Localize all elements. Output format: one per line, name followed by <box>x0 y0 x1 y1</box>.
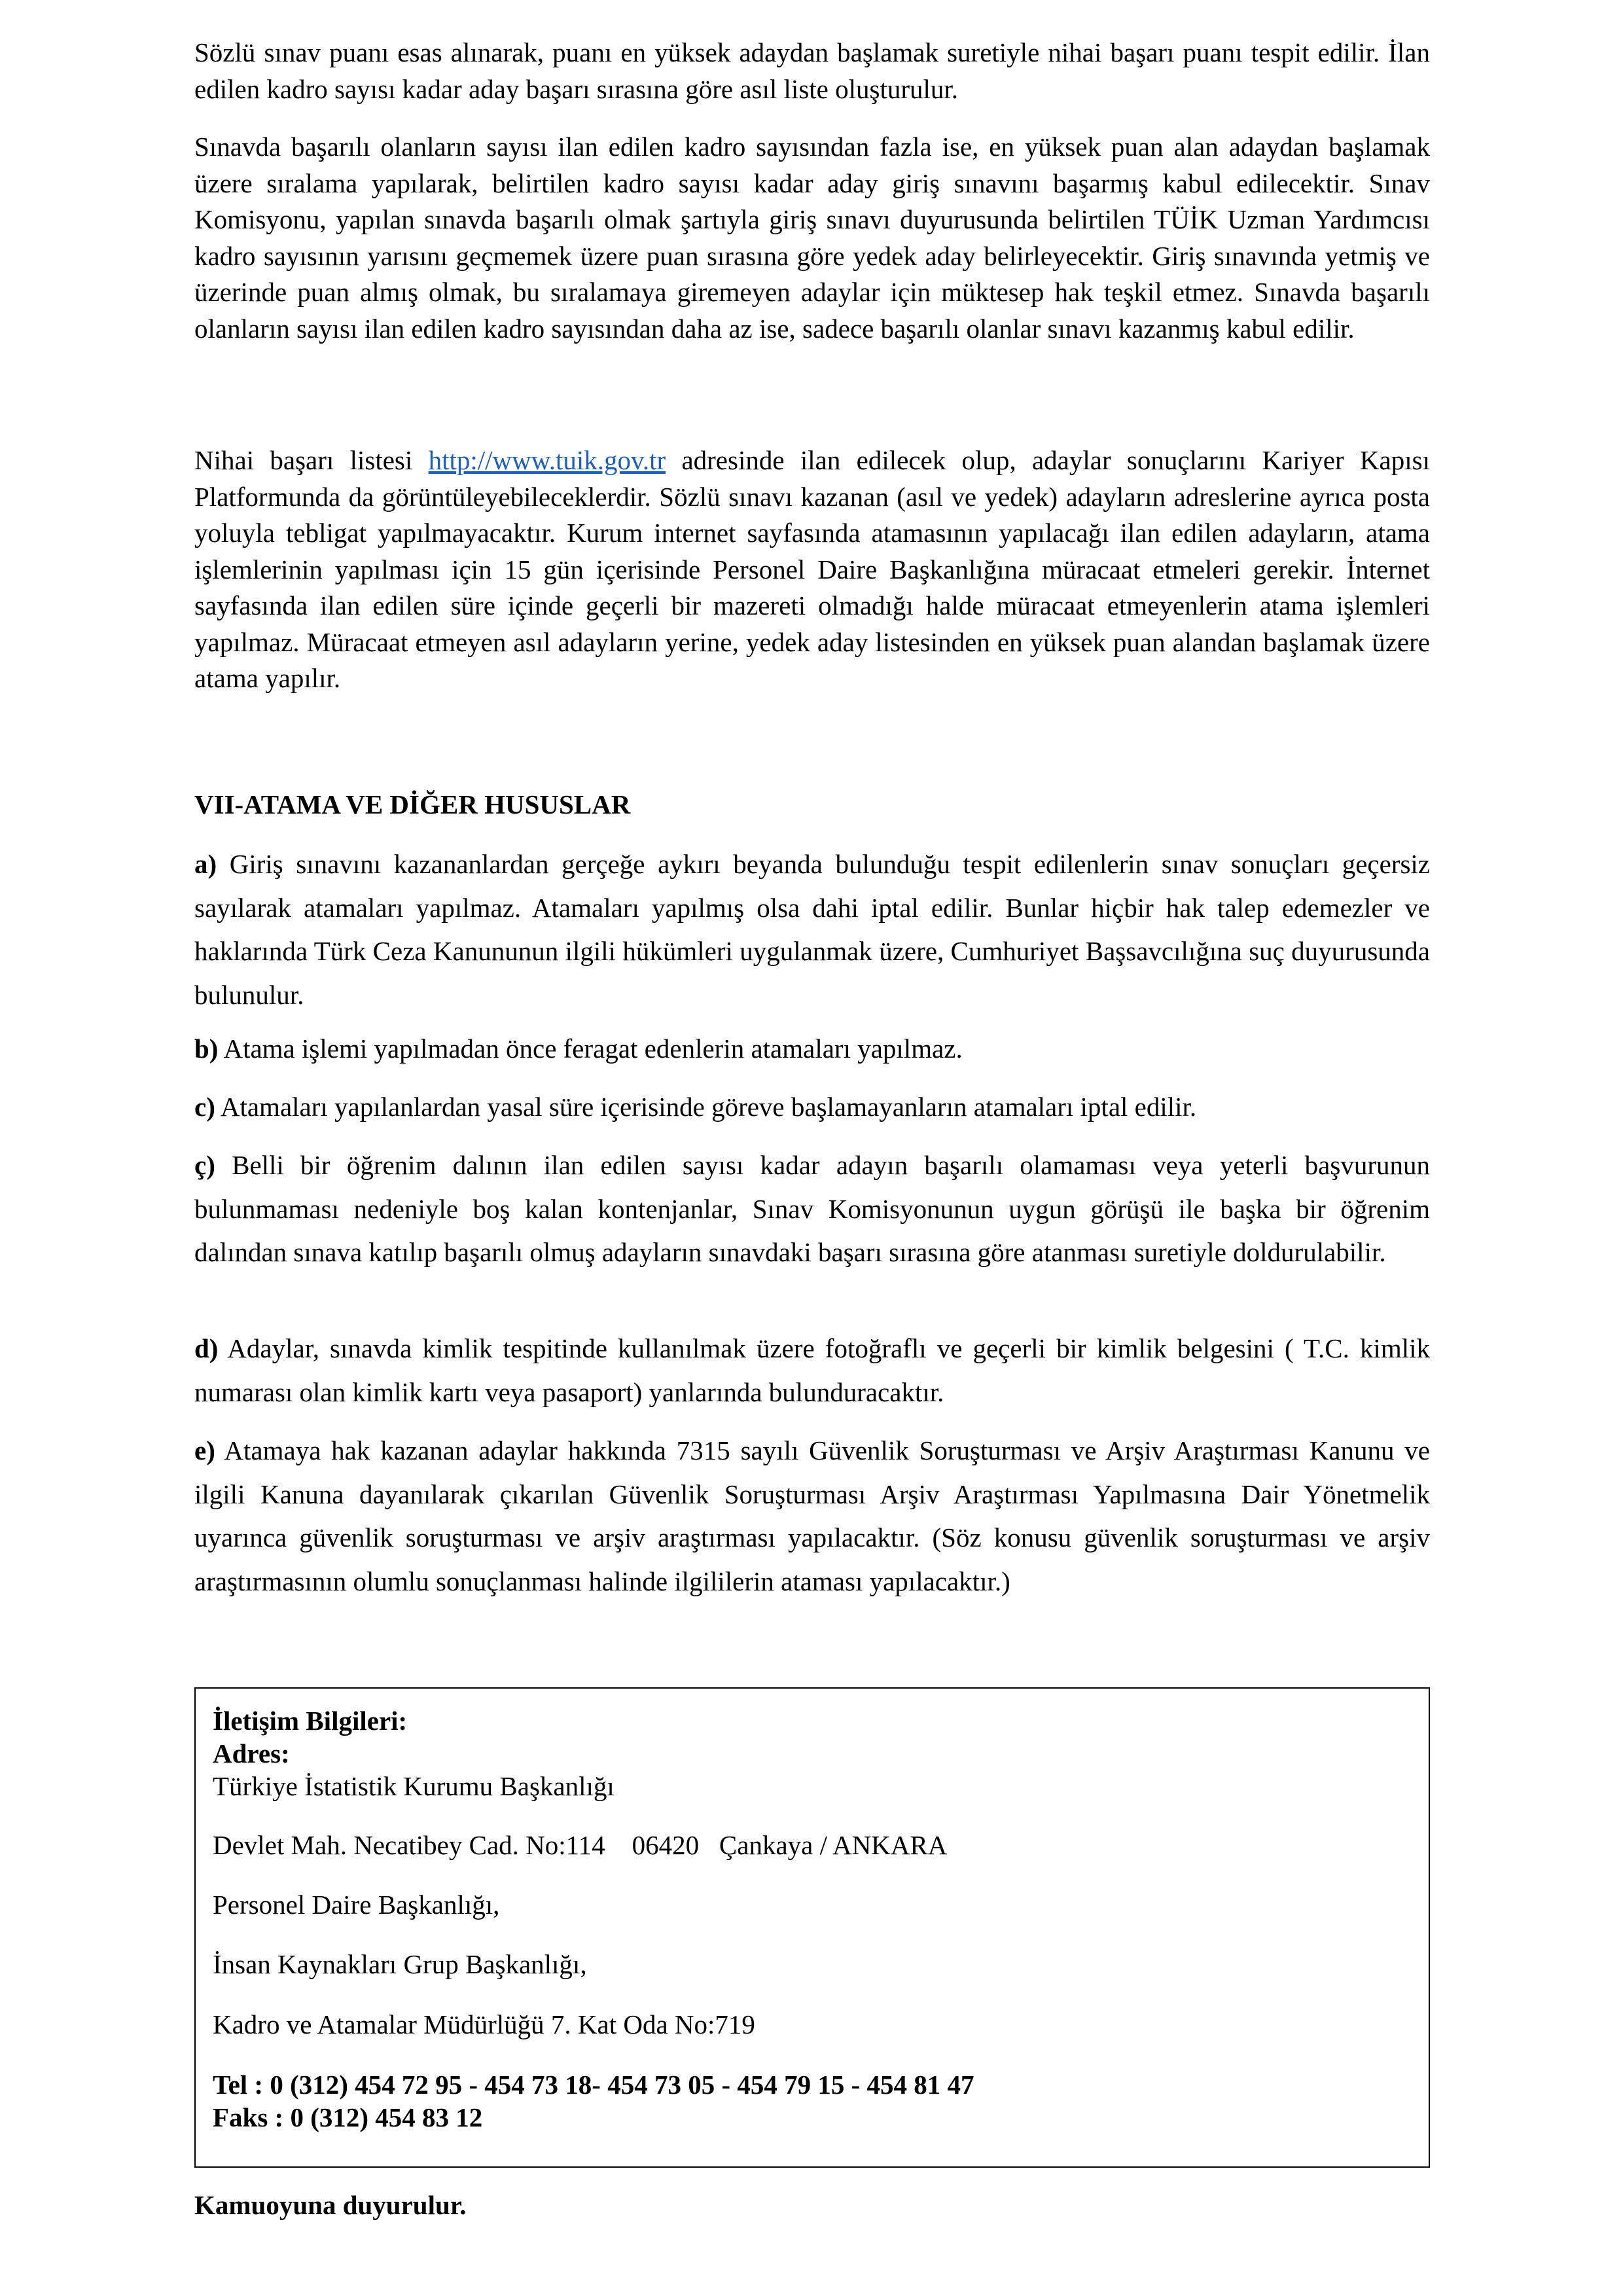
item-label: b) <box>194 1033 219 1064</box>
item-text: Adaylar, sınavda kimlik tespitinde kullanılmak üzere fotoğraflı ve geçerli bir kimlik belgesini ( T.C. kimlik numarası olan kimlik kartı veya pasaport) yanlarında bulunduracaktır. <box>194 1333 1430 1407</box>
address-line: Türkiye İstatistik Kurumu Başkanlığı <box>213 1771 615 1801</box>
paragraph-final-score <box>194 35 1430 107</box>
address-line: Personel Daire Başkanlığı, <box>213 1890 500 1920</box>
item-label: c) <box>194 1092 215 1122</box>
item-text: Atamaları yapılanlardan yasal süre içerisinde göreve başlamayanların atamaları iptal edilir. <box>220 1092 1197 1122</box>
item-text: Atama işlemi yapılmadan önce feragat edenlerin atamaları yapılmaz. <box>223 1033 963 1064</box>
item-text: Atamaya hak kazanan adaylar hakkında 7315 sayılı Güvenlik Soruşturması ve Arşiv Araştırması Kanunu ve ilgili Kanuna dayanılarak çıkarılan Güvenlik Soruşturması Arşiv Araştırması Yapılmasına Dair Yönetmelik uyarınca güvenlik soruşturması ve arşiv araştırması yapılacaktır. (Söz konusu güvenlik soruşturması ve arşiv araştırmasının olumlu sonuçlanması halinde ilgililerin ataması yapılacaktır.) <box>194 1435 1430 1596</box>
item-text: Belli bir öğrenim dalının ilan edilen sayısı kadar adayın başarılı olamaması veya yeterli başvurunun bulunmaması nedeniyle boş kalan kontenjanlar, Sınav Komisyonunun uygun görüşü ile başka bir öğrenim dalından sınava katılıp başarılı olmuş adayların sınavdaki başarı sırasına göre atanması suretiyle doldurulabilir. <box>194 1150 1430 1267</box>
address-line: Kadro ve Atamalar Müdürlüğü 7. Kat Oda No:719 <box>213 2009 755 2039</box>
item-label: e) <box>194 1435 215 1465</box>
section-item-e <box>194 1429 1430 1603</box>
section-item-c-cedilla <box>194 1143 1430 1274</box>
paragraph-text <box>194 442 1430 697</box>
contact-box <box>194 1687 1430 2168</box>
closing-statement: Kamuoyuna duyurulur. <box>194 2190 467 2220</box>
paragraph-announcement <box>194 442 1430 697</box>
address-label: Adres: <box>213 1738 290 1768</box>
section-heading: VII-ATAMA VE DİĞER HUSUSLAR <box>194 789 631 819</box>
tuik-website-link[interactable]: http://www.tuik.gov.tr <box>428 445 666 475</box>
section-item-b <box>194 1027 1430 1071</box>
item-label: ç) <box>194 1150 215 1180</box>
section-item-d <box>194 1327 1430 1414</box>
contact-phone: Tel : 0 (312) 454 72 95 - 454 73 18- 454 73 05 - 454 79 15 - 454 81 47 <box>213 2070 974 2100</box>
paragraph-text-end: adresinde ilan edilecek olup, adaylar sonuçlarını Kariyer Kapısı Platformunda da görüntüleyebileceklerdir. Sözlü sınavı kazanan (asıl ve yedek) adayların adreslerine ayrıca posta yoluyla tebligat yapılmayacaktır. Kurum internet sayfasında atamasının yapılacağı ilan edilen adayların, atama işlemlerinin yapılması için 15 gün içerisinde Personel Daire Başkanlığına müracaat etmeleri gerekir. İnternet sayfasında ilan edilen süre içinde geçerli bir mazereti olmadığı halde müracaat etmeyenlerin atama işlemleri yapılmaz. Müracaat etmeyen asıl adayların yerine, yedek aday listesinden en yüksek puan alandan başlamak üzere atama yapılır. <box>194 445 1430 693</box>
paragraph-text-start: Nihai başarı listesi <box>194 445 429 475</box>
paragraph-text: Sözlü sınav puanı esas alınarak, puanı en yüksek adaydan başlamak suretiyle nihai başarı puanı tespit edilir. İlan edilen kadro sayısı kadar aday başarı sırasına göre asıl liste oluşturulur. <box>194 37 1430 104</box>
paragraph-ranking <box>194 129 1430 347</box>
address-line: Devlet Mah. Necatibey Cad. No:114 06420 Çankaya / ANKARA <box>213 1830 948 1860</box>
item-text: Giriş sınavını kazananlardan gerçeğe aykırı beyanda bulunduğu tespit edilenlerin sınav sonuçları geçersiz sayılarak atamaları yapılmaz. Atamaları yapılmış olsa dahi iptal edilir. Bunlar hiçbir hak talep edemezler ve haklarında Türk Ceza Kanununun ilgili hükümleri uygulanmak üzere, Cumhuriyet Başsavcılığına suç duyurusunda bulunulur. <box>194 849 1431 1010</box>
contact-title: İletişim Bilgileri: <box>213 1706 408 1736</box>
address-line: İnsan Kaynakları Grup Başkanlığı, <box>213 1949 587 1979</box>
section-item-a <box>194 842 1430 1016</box>
item-label: a) <box>194 849 217 879</box>
paragraph-text: Sınavda başarılı olanların sayısı ilan edilen kadro sayısından fazla ise, en yüksek puan alan adaydan başlamak üzere sıralama yapılarak, belirtilen kadro sayısı kadar aday giriş sınavını başarmış kabul edilecektir. Sınav Komisyonu, yapılan sınavda başarılı olmak şartıyla giriş sınavı duyurusunda belirtilen TÜİK Uzman Yardımcısı kadro sayısının yarısını geçmemek üzere puan sırasına göre yedek aday belirleyecektir. Giriş sınavında yetmiş ve üzerinde puan almış olmak, bu sıralamaya giremeyen adaylar için müktesep hak teşkil etmez. Sınavda başarılı olanların sayısı ilan edilen kadro sayısından daha az ise, sadece başarılı olanlar sınavı kazanmış kabul edilir. <box>194 132 1430 344</box>
contact-fax: Faks : 0 (312) 454 83 12 <box>213 2102 483 2132</box>
section-item-c <box>194 1085 1430 1129</box>
item-label: d) <box>194 1333 219 1363</box>
